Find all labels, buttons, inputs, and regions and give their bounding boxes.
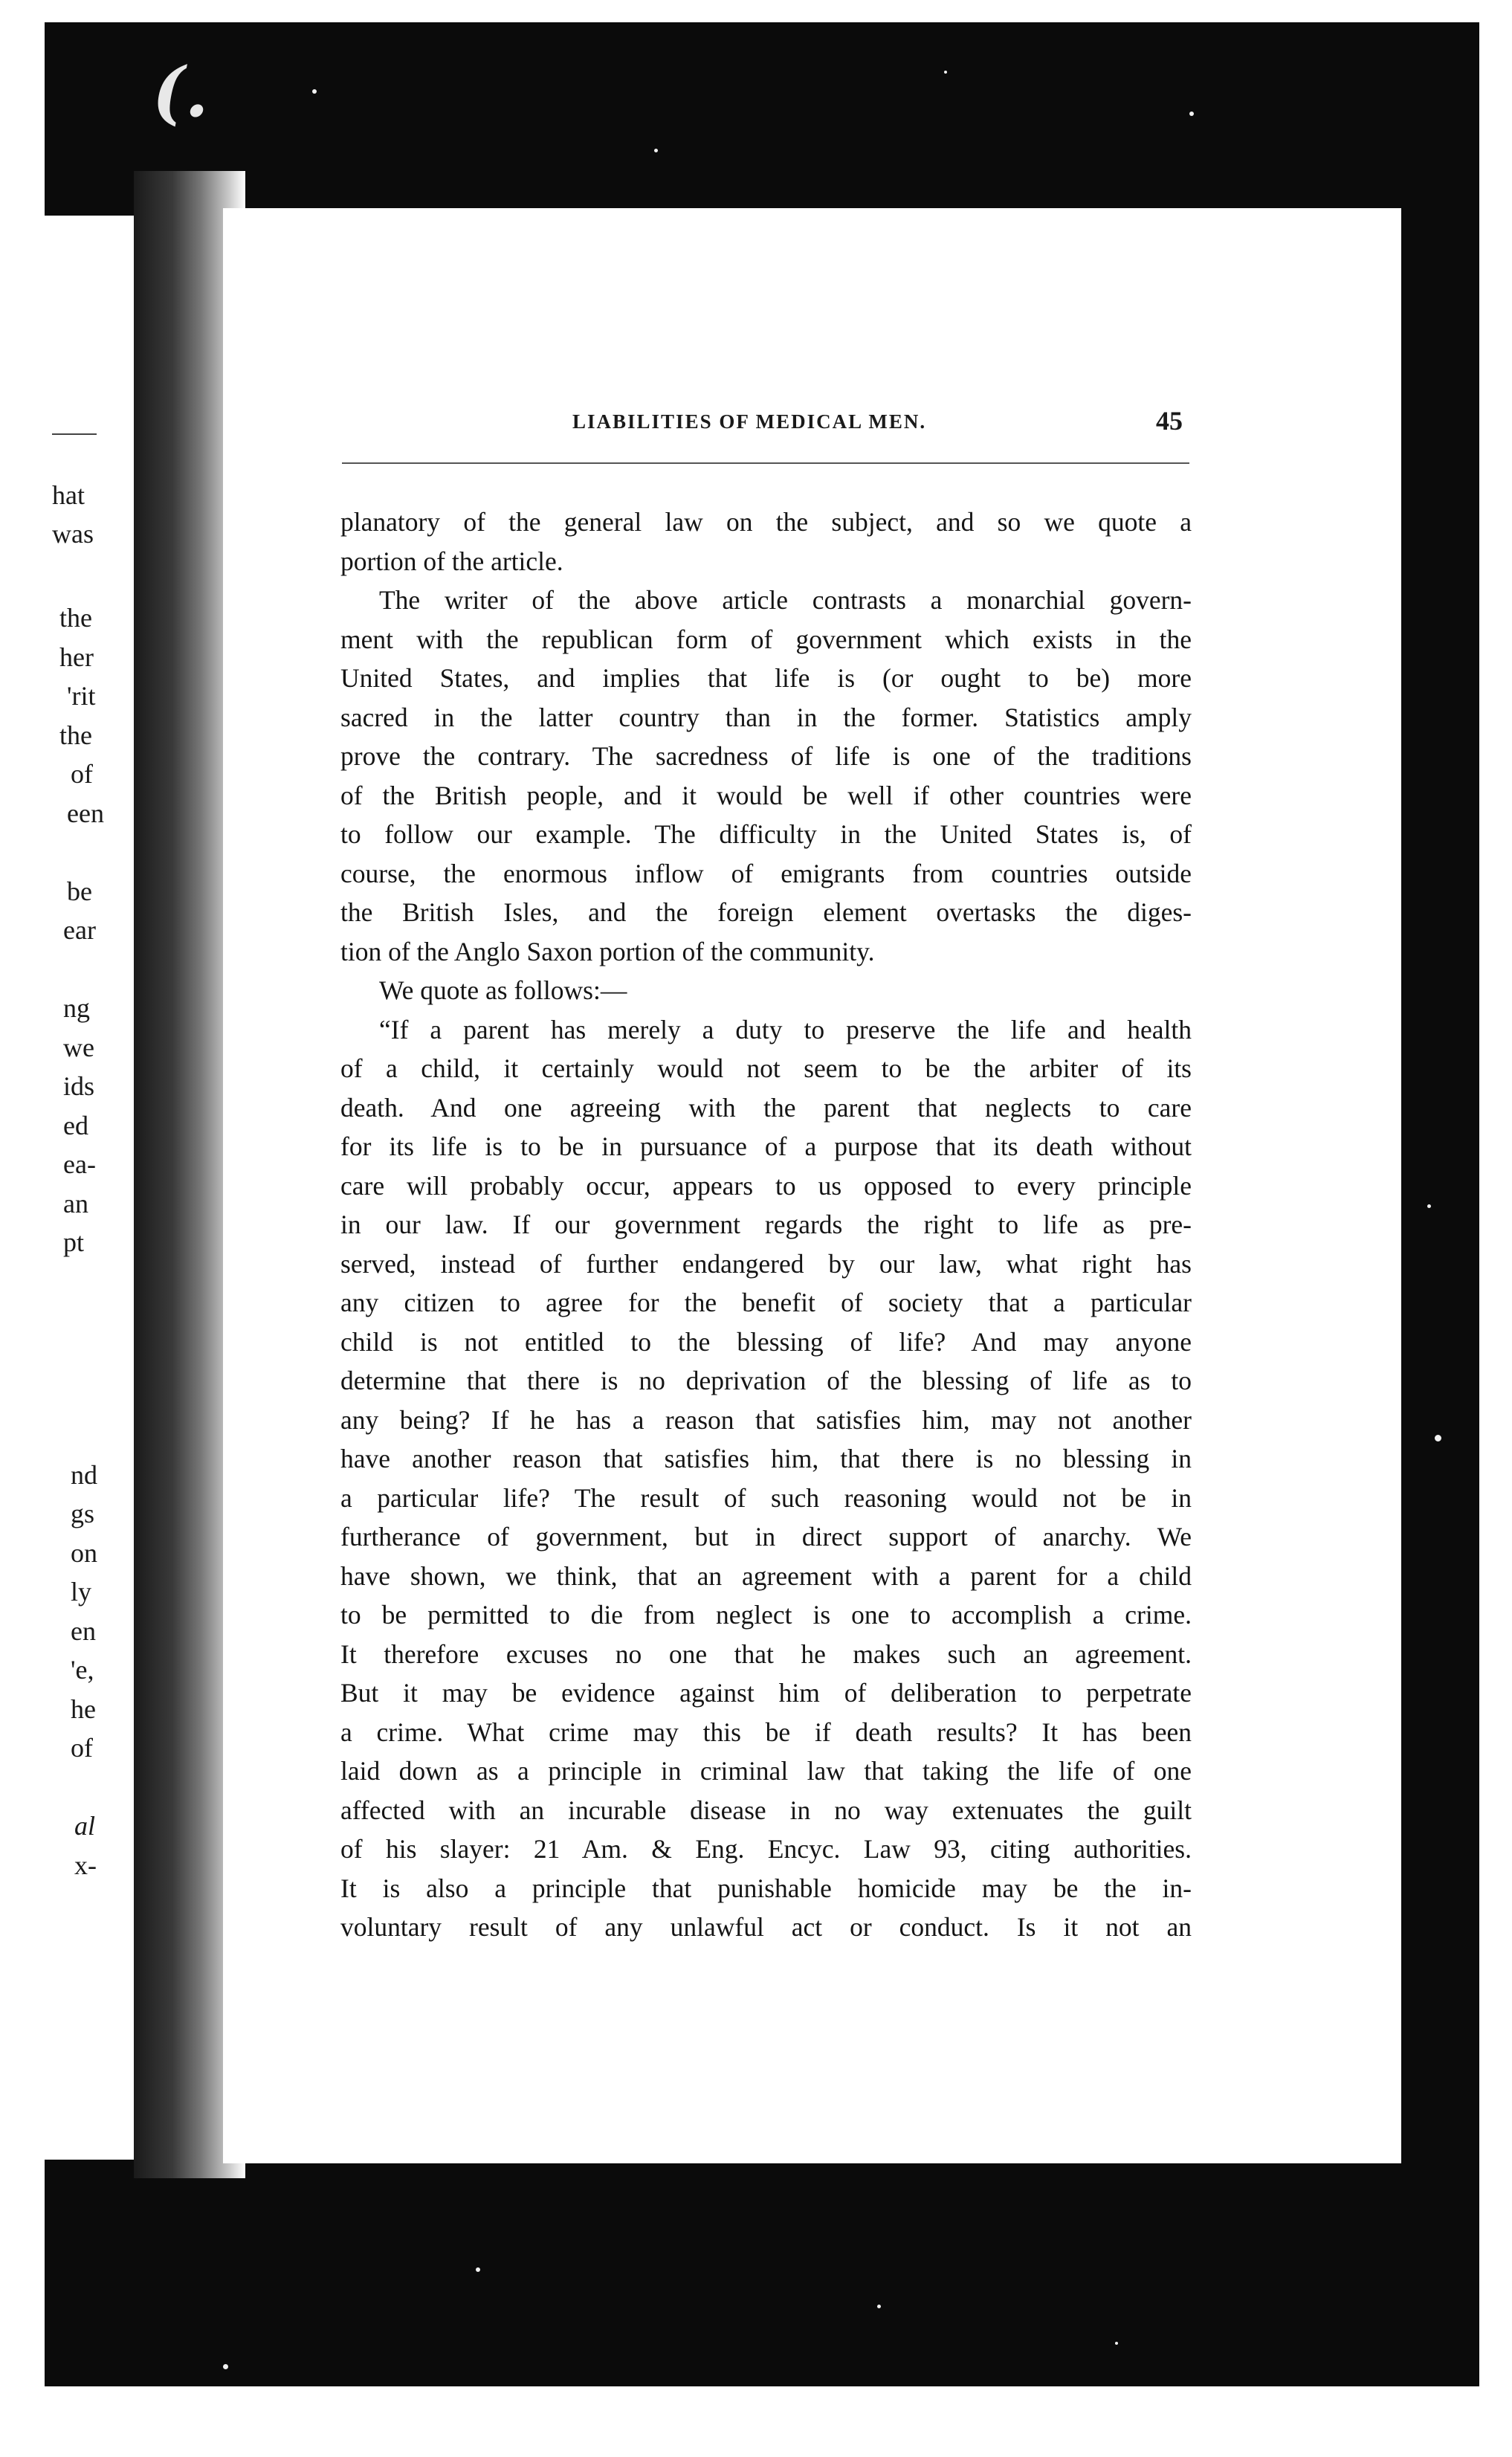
scan-speck — [1115, 2342, 1118, 2345]
text-line: It therefore excuses no one that he makes such an agreement. — [340, 1638, 1192, 1669]
facing-fragment: ear — [63, 915, 96, 945]
facing-page-rule — [52, 433, 97, 435]
body-text — [340, 503, 1192, 1947]
text-line: furtherance of government, but in direct support of anarchy. We — [340, 1522, 1192, 1552]
text-line: portion of the article. — [340, 546, 563, 576]
text-line: prove the contrary. The sacredness of life is one of the traditions — [340, 741, 1192, 771]
text-line: death. And one agreeing with the parent that neglects to care — [340, 1092, 1192, 1123]
scan-speck — [877, 2305, 881, 2308]
text-line: “If a parent has merely a duty to preserve the life and health — [379, 1014, 1192, 1045]
text-line: have another reason that satisfies him, that there is no blessing in — [340, 1444, 1192, 1473]
facing-fragment: hat — [52, 480, 85, 510]
facing-fragment: ea- — [63, 1149, 96, 1179]
text-line: planatory of the general law on the subject, and so we quote a — [340, 507, 1192, 537]
text-line: for its life is to be in pursuance of a purpose that its death without — [340, 1131, 1192, 1161]
scan-border-right — [1398, 22, 1479, 2386]
facing-fragment: nd — [71, 1460, 97, 1490]
text-line: The writer of the above article contrasts a monarchial govern- — [379, 585, 1192, 615]
facing-fragment: was — [52, 519, 94, 549]
text-line: any citizen to agree for the benefit of society that a particular — [340, 1288, 1192, 1317]
facing-fragment: ng — [63, 993, 90, 1023]
scan-speck — [1427, 1204, 1431, 1208]
scan-speck — [1435, 1435, 1441, 1441]
facing-fragment: the — [59, 603, 92, 633]
facing-page-margin — [0, 0, 141, 2457]
text-line: in our law. If our government regards the right to life as pre- — [340, 1210, 1192, 1239]
scan-speck — [312, 89, 317, 94]
scan-speck — [654, 149, 658, 152]
text-line: course, the enormous inflow of emigrants from countries outside — [340, 858, 1192, 888]
facing-fragment: on — [71, 1538, 97, 1568]
text-line: to be permitted to die from neglect is one to accomplish a crime. — [340, 1600, 1192, 1630]
facing-fragment: gs — [71, 1499, 95, 1528]
text-line: served, instead of further endangered by our law, what right has — [340, 1248, 1192, 1279]
facing-fragment: 'e, — [71, 1655, 94, 1685]
facing-fragment: we — [63, 1033, 94, 1062]
text-line: a crime. What crime may this be if death results? It has been — [340, 1717, 1192, 1747]
text-line: of his slayer: 21 Am. & Eng. Encyc. Law 93, citing authorities. — [340, 1834, 1192, 1864]
facing-fragment: an — [63, 1189, 88, 1218]
text-line: have shown, we think, that an agreement with a parent for a child — [340, 1560, 1192, 1591]
facing-fragment: een — [67, 798, 104, 828]
text-line: affected with an incurable disease in no way extenuates the guilt — [340, 1795, 1192, 1825]
text-line: sacred in the latter country than in the former. Statistics amply — [340, 702, 1192, 732]
page-number: 45 — [1156, 406, 1183, 436]
text-line: of a child, it certainly would not seem to be the arbiter of its — [340, 1053, 1192, 1083]
facing-fragment: the — [59, 720, 92, 750]
facing-fragment: of — [71, 759, 93, 789]
facing-fragment: x- — [74, 1850, 97, 1880]
text-line: of the British people, and it would be well if other countries were — [340, 780, 1192, 810]
facing-fragment: ids — [63, 1071, 95, 1101]
scan-border-top — [45, 22, 1479, 216]
running-head: LIABILITIES OF MEDICAL MEN. — [572, 410, 927, 433]
text-line: determine that there is no deprivation of the blessing of life as to — [340, 1366, 1192, 1395]
text-line: care will probably occur, appears to us opposed to every principle — [340, 1170, 1192, 1201]
facing-fragment: ly — [71, 1577, 92, 1607]
text-line: to follow our example. The difficulty in the United States is, of — [340, 819, 1192, 849]
text-line: child is not entitled to the blessing of life? And may anyone — [340, 1326, 1192, 1357]
facing-fragment: he — [71, 1694, 96, 1724]
text-line: We quote as follows:— — [379, 975, 627, 1005]
text-line: But it may be evidence against him of deliberation to perpetrate — [340, 1678, 1192, 1708]
facing-fragment: her — [59, 642, 94, 672]
text-line: It is also a principle that punishable homicide may be the in- — [340, 1873, 1192, 1903]
facing-fragment: 'rit — [67, 681, 96, 711]
facing-fragment: be — [67, 876, 92, 906]
scan-border-bottom — [45, 2160, 1479, 2386]
facing-fragment: ed — [63, 1111, 88, 1140]
facing-fragment: of — [71, 1733, 93, 1763]
scan-speck — [944, 71, 947, 74]
text-line: voluntary result of any unlawful act or conduct. Is it not an — [340, 1912, 1192, 1942]
handwritten-mark: (. — [152, 52, 209, 132]
facing-fragment: pt — [63, 1227, 85, 1257]
facing-fragment: en — [71, 1616, 96, 1646]
scan-speck — [476, 2267, 480, 2272]
header-rule — [342, 462, 1189, 464]
facing-fragment: al — [74, 1811, 96, 1841]
scan-speck — [223, 2364, 228, 2369]
text-line: the British Isles, and the foreign element overtasks the diges- — [340, 897, 1192, 927]
text-line: United States, and implies that life is (or ought to be) more — [340, 663, 1192, 693]
text-line: any being? If he has a reason that satisfies him, may not another — [340, 1404, 1192, 1435]
text-line: laid down as a principle in criminal law that taking the life of one — [340, 1756, 1192, 1786]
text-line: ment with the republican form of government which exists in the — [340, 624, 1192, 654]
text-line: tion of the Anglo Saxon portion of the community. — [340, 936, 875, 966]
text-line: a particular life? The result of such reasoning would not be in — [340, 1482, 1192, 1513]
scan-speck — [1189, 112, 1194, 116]
